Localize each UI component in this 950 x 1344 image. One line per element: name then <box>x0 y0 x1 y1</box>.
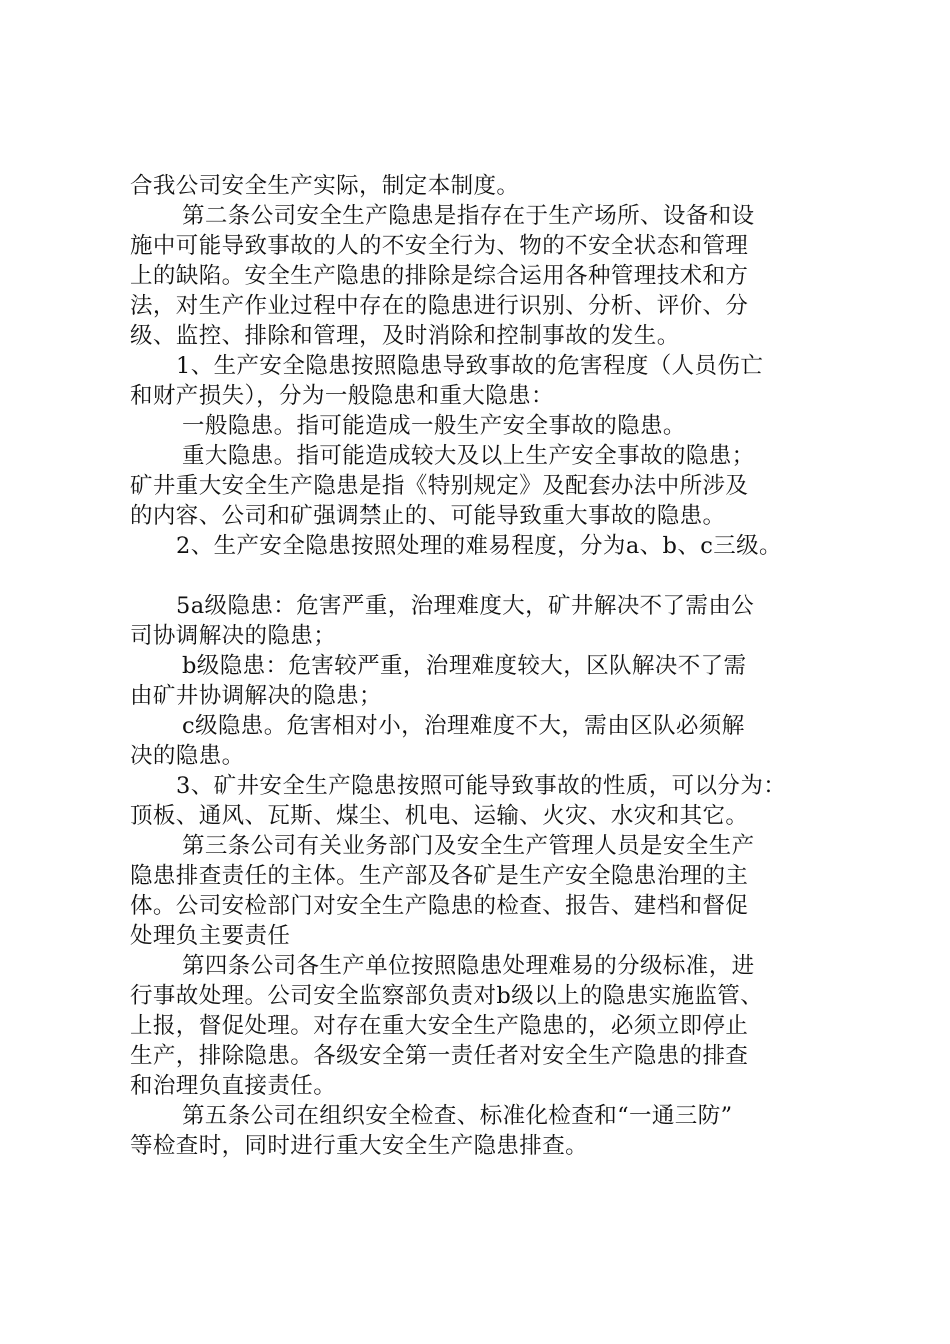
paragraph-article-4: 第四条公司各生产单位按照隐患处理难易的分级标准，进 <box>182 953 755 979</box>
grade-b-item: b级隐患：危害较严重，治理难度较大，区队解决不了需 <box>182 653 747 679</box>
text-line: 处理负主要责任 <box>130 923 291 949</box>
text-line: 上的缺陷。安全生产隐患的排除是综合运用各种管理技术和方 <box>130 263 749 289</box>
text-line: 决的隐患。 <box>130 743 245 769</box>
list-item-1: 1、生产安全隐患按照隐患导致事故的危害程度（人员伤亡 <box>176 353 764 379</box>
list-item-2: 2、生产安全隐患按照处理的难易程度，分为a、b、c三级。 <box>176 533 782 559</box>
text-line: 矿井重大安全生产隐患是指《特别规定》及配套办法中所涉及 <box>130 473 749 499</box>
grade-c-item: c级隐患。危害相对小，治理难度不大，需由区队必须解 <box>182 713 745 739</box>
text-line: 司协调解决的隐患； <box>130 623 337 649</box>
text-line: 和财产损失），分为一般隐患和重大隐患： <box>130 383 554 409</box>
text-line: 和治理负直接责任。 <box>130 1073 337 1099</box>
grade-a-item: 5a级隐患：危害严重，治理难度大，矿井解决不了需由公 <box>176 593 755 619</box>
text-line: 一般隐患。指可能造成一般生产安全事故的隐患。 <box>182 413 686 439</box>
paragraph-article-3: 第三条公司有关业务部门及安全生产管理人员是安全生产 <box>182 833 755 859</box>
text-line: 重大隐患。指可能造成较大及以上生产安全事故的隐患； <box>182 443 755 469</box>
text-line: 行事故处理。公司安全监察部负责对b级以上的隐患实施监管、 <box>130 983 764 1009</box>
text-line: 顶板、通风、瓦斯、煤尘、机电、运输、火灾、水灾和其它。 <box>130 803 749 829</box>
text-line: 生产，排除隐患。各级安全第一责任者对安全生产隐患的排查 <box>130 1043 749 1069</box>
text-line: 隐患排查责任的主体。生产部及各矿是生产安全隐患治理的主 <box>130 863 749 889</box>
text-line: 由矿井协调解决的隐患； <box>130 683 382 709</box>
paragraph-article-2: 第二条公司安全生产隐患是指存在于生产场所、设备和设 <box>182 203 755 229</box>
text-line: 等检查时，同时进行重大安全生产隐患排查。 <box>130 1133 589 1159</box>
text-line: 的内容、公司和矿强调禁止的、可能导致重大事故的隐患。 <box>130 503 726 529</box>
text-line: 体。公司安检部门对安全生产隐患的检查、报告、建档和督促 <box>130 893 749 919</box>
text-line: 施中可能导致事故的人的不安全行为、物的不安全状态和管理 <box>130 233 749 259</box>
text-line: 上报，督促处理。对存在重大安全生产隐患的，必须立即停止 <box>130 1013 749 1039</box>
paragraph-article-5: 第五条公司在组织安全检查、标准化检查和“一通三防” <box>182 1103 733 1129</box>
text-line: 法，对生产作业过程中存在的隐患进行识别、分析、评价、分 <box>130 293 749 319</box>
list-item-3: 3、矿井安全生产隐患按照可能导致事故的性质，可以分为： <box>176 773 787 799</box>
text-line: 合我公司安全生产实际，制定本制度。 <box>130 173 520 199</box>
text-line: 级、监控、排除和管理，及时消除和控制事故的发生。 <box>130 323 680 349</box>
